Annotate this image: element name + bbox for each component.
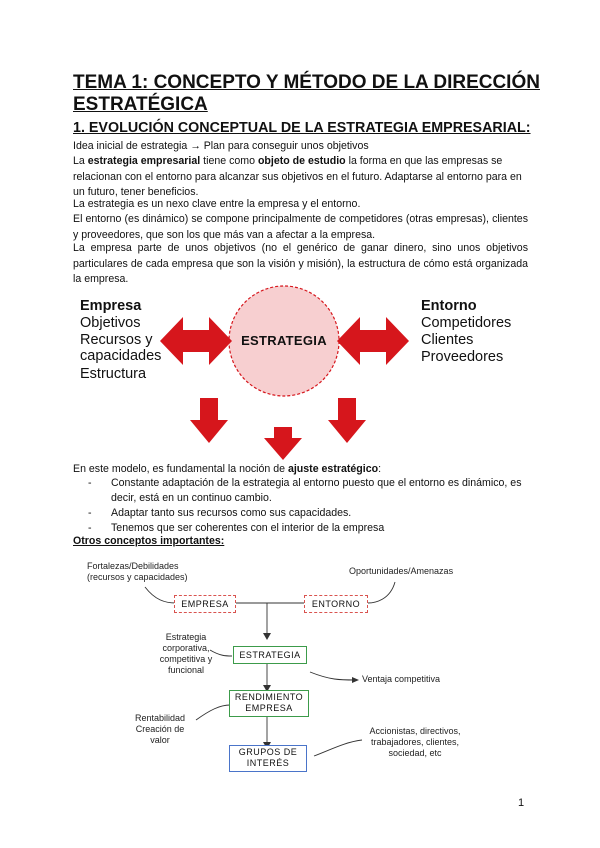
connector-empresa bbox=[233, 603, 267, 636]
list-item: - Tenemos que ser coherentes con el interior de la empresa bbox=[73, 521, 533, 536]
estrategia-box: ESTRATEGIA bbox=[233, 646, 307, 664]
empresa-box: EMPRESA bbox=[174, 595, 236, 613]
grupos-box: GRUPOS DE INTERÉS bbox=[229, 745, 307, 772]
page-number: 1 bbox=[518, 797, 525, 809]
note-ventaja: Ventaja competitiva bbox=[362, 674, 441, 684]
connector-rent bbox=[196, 705, 230, 720]
empresa-heading: Empresa bbox=[80, 298, 142, 314]
empresa-item: Recursos y capacidades bbox=[80, 332, 162, 364]
paragraph-6: En este modelo, es fundamental la noción de ajuste estratégico: bbox=[73, 463, 382, 475]
paragraph-2: La estrategia empresarial tiene como objeto de estudio la forma en que las empresas se relacionan con el entorno para alcanzar sus objetivos en el futuro. Adaptarse al entorno para en un futuro, tener beneficios. bbox=[73, 155, 522, 198]
rendimiento-box: RENDIMIENTO EMPRESA bbox=[229, 690, 309, 717]
page-title: TEMA 1: CONCEPTO Y MÉTODO DE LA DIRECCIÓN ESTRATÉGICA bbox=[73, 72, 540, 115]
paragraph-1: Idea inicial de estrategia → Plan para conseguir unos objetivos bbox=[73, 140, 369, 152]
paragraph-4: El entorno (es dinámico) se compone principalmente de competidores (otras empresas), clientes y proveedores, que son los que más van a afectar a la empresa. bbox=[73, 213, 528, 241]
empresa-item: Objetivos bbox=[80, 315, 141, 331]
otros-heading: Otros conceptos importantes: bbox=[73, 535, 225, 547]
paragraph-5: La empresa parte de unos objetivos (no el genérico de ganar dinero, sino unos objetivos particulares de cada empresa que son la visión y misión), la estructura de cómo está organizada la empresa. bbox=[73, 242, 528, 285]
connector-fd bbox=[145, 587, 176, 603]
entorno-item: Proveedores bbox=[421, 349, 504, 365]
note-rentabilidad: Rentabilidad Creación de valor bbox=[134, 713, 186, 745]
list-item: - Adaptar tanto sus recursos como sus capacidades. bbox=[73, 506, 533, 521]
note-accionistas: Accionistas, directivos, trabajadores, clientes, sociedad, etc bbox=[369, 726, 461, 758]
connector-oa bbox=[368, 582, 395, 603]
strategy-label: ESTRATEGIA bbox=[241, 333, 327, 348]
entorno-heading: Entorno bbox=[421, 298, 477, 314]
paragraph-3: La estrategia es un nexo clave entre la empresa y el entorno. bbox=[73, 198, 361, 210]
entorno-box: ENTORNO bbox=[304, 595, 368, 613]
empresa-item: Estructura bbox=[80, 366, 147, 382]
list-item: - Constante adaptación de la estrategia al entorno puesto que el entorno es dinámico, es decir, está en un continuo cambio. bbox=[73, 476, 533, 506]
note-fortalezas: Fortalezas/Debilidades (recursos y capacidades) bbox=[87, 561, 188, 582]
entorno-item: Competidores bbox=[421, 315, 512, 331]
connector-acc bbox=[314, 740, 362, 756]
section-heading: 1. EVOLUCIÓN CONCEPTUAL DE LA ESTRATEGIA EMPRESARIAL: bbox=[73, 120, 531, 136]
connector-ventaja bbox=[310, 672, 355, 680]
note-oportunidades: Oportunidades/Amenazas bbox=[349, 566, 454, 576]
entorno-item: Clientes bbox=[421, 332, 474, 348]
note-estrategia: Estrategia corporativa, competitiva y funcional bbox=[159, 632, 213, 675]
